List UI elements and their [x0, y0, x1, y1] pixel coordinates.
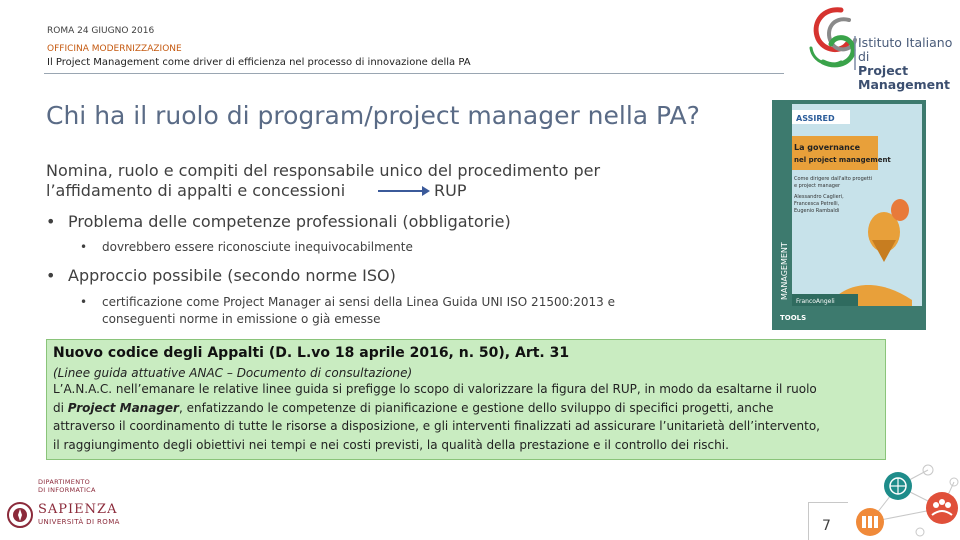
box-subtitle: (Linee guida attuative ANAC – Documento di consultazione) [53, 366, 413, 380]
network-decoration [850, 460, 960, 540]
page-number: 7 [822, 518, 831, 534]
book-subtitle-line2: e project manager [794, 183, 841, 189]
book-series: TOOLS [780, 314, 807, 322]
box-emphasis: Project Manager [67, 400, 179, 415]
university-name: SAPIENZA [38, 502, 118, 517]
box-line-2: di Project Manager, enfatizzando le competenze di pianificazione e gestione dello sviluppo di specifici progetti, anche [53, 400, 774, 415]
book-title-line2: nel project management [794, 156, 891, 164]
book-cover-image [772, 100, 926, 330]
book-title-line1: La governance [794, 143, 861, 152]
logo-line1: Istituto Italiano di [858, 35, 953, 64]
box-paragraph [53, 380, 879, 454]
globe-icon [884, 472, 912, 500]
book-author-3: Eugenio Rambaldi [794, 208, 840, 214]
box-title: Nuovo codice degli Appalti (D. L.vo 18 aprile 2016, n. 50), Art. 31 [53, 345, 570, 361]
logo-text [858, 36, 960, 92]
people-icon [926, 492, 958, 524]
box-line-4: il raggiungimento degli obiettivi nei tempi e nei costi previsti, la qualità della prestazione e il controllo dei rischi. [53, 437, 729, 452]
rup-label: RUP [434, 181, 467, 200]
book-publisher: FrancoAngeli [796, 298, 835, 305]
intro-line1: Nomina, ruolo e compiti del responsabile unico del procedimento per [46, 161, 601, 180]
header-office: OFFICINA MODERNIZZAZIONE [47, 44, 182, 54]
book-subtitle-line1: Come dirigere dall'alto progetti [794, 176, 873, 182]
header-date: ROMA 24 GIUGNO 2016 [47, 26, 155, 36]
department-label: DIPARTIMENTO DI INFORMATICA [38, 478, 96, 494]
logo-line2: Project Management [858, 63, 951, 92]
sub-bullet-2-line2: conseguenti norme in emissione o già emesse [102, 312, 381, 326]
header-divider [44, 73, 784, 74]
bullet-1: • Problema delle competenze professionali (obbligatorie) [46, 212, 511, 231]
book-author-1: Alessandro Caglieri, [794, 194, 844, 200]
books-icon [856, 508, 884, 536]
legal-reference-box [46, 339, 886, 460]
header-subtitle: Il Project Management come driver di efficienza nel processo di innovazione della PA [47, 57, 471, 68]
book-side-text: MANAGEMENT [780, 242, 789, 300]
sub-bullet-1-text: dovrebbero essere riconosciute inequivocabilmente [102, 240, 413, 254]
university-sub: UNIVERSITÀ DI ROMA [38, 518, 120, 526]
bullet-2-text: Approccio possibile (secondo norme ISO) [68, 266, 396, 285]
sub-bullet-2-line1: certificazione come Project Manager ai sensi della Linea Guida UNI ISO 21500:2013 e [102, 295, 616, 309]
bullet-1-text: Problema delle competenze professionali (obbligatorie) [68, 212, 511, 231]
sapienza-seal-icon [6, 499, 34, 531]
box-line-1: L’A.N.A.C. nell’emanare le relative linee guida si prefigge lo scopo di valorizzare la figura del RUP, in modo da esaltarne il ruolo [53, 382, 817, 396]
sub-bullet-2: • certificazione come Project Manager ai sensi della Linea Guida UNI ISO 21500:2013 e conseguenti norme in emissione o già emesse [80, 294, 680, 328]
sub-bullet-1: • dovrebbero essere riconosciute inequivocabilmente [80, 240, 413, 254]
box-line-3: attraverso il coordinamento di tutte le risorse a disposizione, e gli interventi finalizzati ad assicurare l’unitarietà dell’intervento, [53, 419, 820, 433]
bullet-2: • Approccio possibile (secondo norme ISO) [46, 266, 396, 285]
intro-line2: l’affidamento di appalti e concessioni [46, 181, 346, 200]
book-author-2: Francesca Petrelli, [794, 201, 840, 207]
book-publisher-top: ASSIRED [796, 114, 835, 123]
arrow-right-icon [378, 186, 430, 196]
slide-title: Chi ha il ruolo di program/project manager nella PA? [46, 101, 700, 130]
